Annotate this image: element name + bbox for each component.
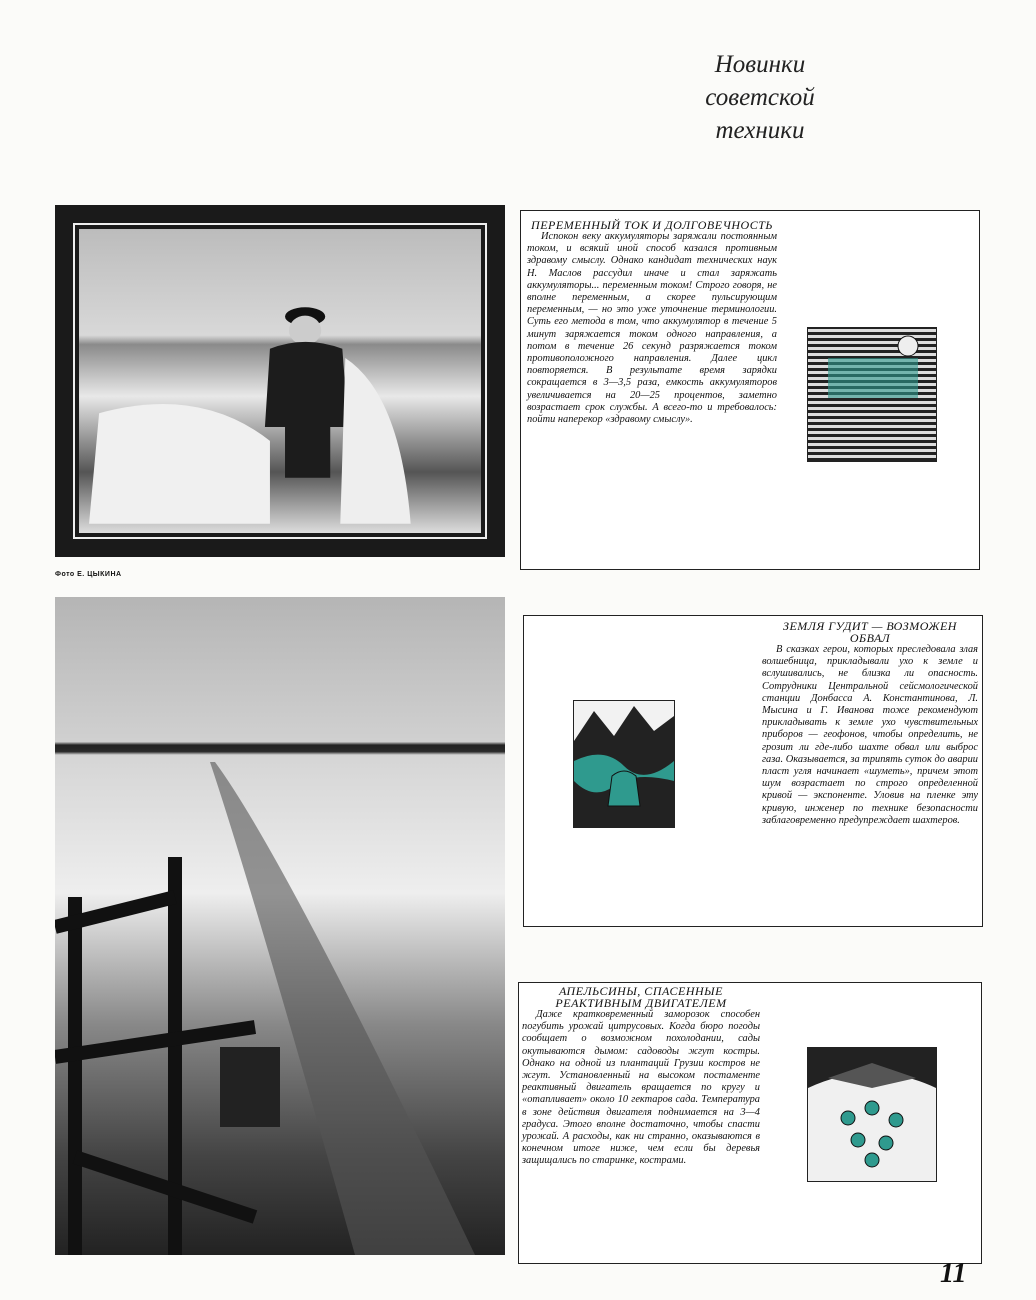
article-title: АПЕЛЬСИНЫ, СПАСЕННЫЕ РЕАКТИВНЫМ ДВИГАТЕЛЕМ [555,984,727,1010]
article-body: В сказках герои, которых преследовала злая волшебница, прикладывали ухо к земле и вслушивались, не близка ли опасность. Сотрудники Центральной сейсмологической станции Донбасса А. Константинова, Л. Мысина и Г. Иванова тоже рекомендуют прикладывать к земле ухо чувствительных приборов — геофонов, чтобы определить, не грозит ли где-либо шахте обвал или выброс газа. Оказывается, за трипять суток до аварии пласт угля начинает «шуметь», причем этот шум возрастает по строго определенной кривой — экспоненте. Уловив на пленке эту кривую, инженер по технике безопасности заблаговременно предупреждает шахтеров. [762,644,978,826]
article-oranges [522,985,760,1168]
article-title: ПЕРЕМЕННЫЙ ТОК И ДОЛГОВЕЧНОСТЬ [531,218,773,232]
section-title [660,48,860,147]
article-title: ЗЕМЛЯ ГУДИТ — ВОЗМОЖЕН ОБВАЛ [783,619,957,645]
article-earth-hums [762,620,978,827]
article-body: Даже кратковременный заморозок способен погубить урожай цитрусовых. Когда бюро погоды сообщает о возможном похолодании, сады окутываются дымом: садоводы жгут костры. Однако на одной из плантаций Грузии костров не жгут. Установленный на высоком постаменте реактивный двигатель вращается по кругу и «отапливает» около 10 гектаров сада. Температура в зоне действия двигателя поднимается на 3—4 градуса. Этого вполне достаточно, чтобы спасти урожай. А расходы, как ни странно, оказываются в конечном итоге ниже, чем если бы деревья защищались по старинке, кострами. [522,1009,760,1167]
article-ac-current [527,219,777,426]
bell-mountains-illustration [573,700,675,828]
photo-man-in-ice-trench [55,205,505,557]
article-body: Испокон веку аккумуляторы заряжали постоянным током, и всякий иной способ казался противным здравому смыслу. Однако кандидат технических наук Н. Маслов рассудил иначе и стал заряжать аккумуляторы... переменным током! Строго говоря, не вполне переменным, а скорее пульсирующим переменным, — но это уже уточнение терминологии. Суть его метода в том, что аккумулятор в течение 5 минут заряжается током одного направления, а потом в течение 26 секунд разряжается током противоположного направления. Далее цикл повторяется. В результате время зарядки сокращается в 3—3,5 раза, емкость аккумуляторов увеличивается на 20—25 процентов, заметно возрастает срок службы. А всего-то и требовалось: пойти наперекор «здравому смыслу». [527,231,777,426]
photo-ice-road-sledge [55,597,505,1255]
title-line: техники [715,117,805,144]
orange-trees-jet-illustration [807,1047,937,1182]
battery-illustration [807,327,937,462]
title-line: советской [705,84,815,111]
photo-credit: Фото Е. ЦЫКИНА [55,571,122,578]
page-number: 11 [940,1258,967,1289]
title-line: Новинки [714,51,806,78]
